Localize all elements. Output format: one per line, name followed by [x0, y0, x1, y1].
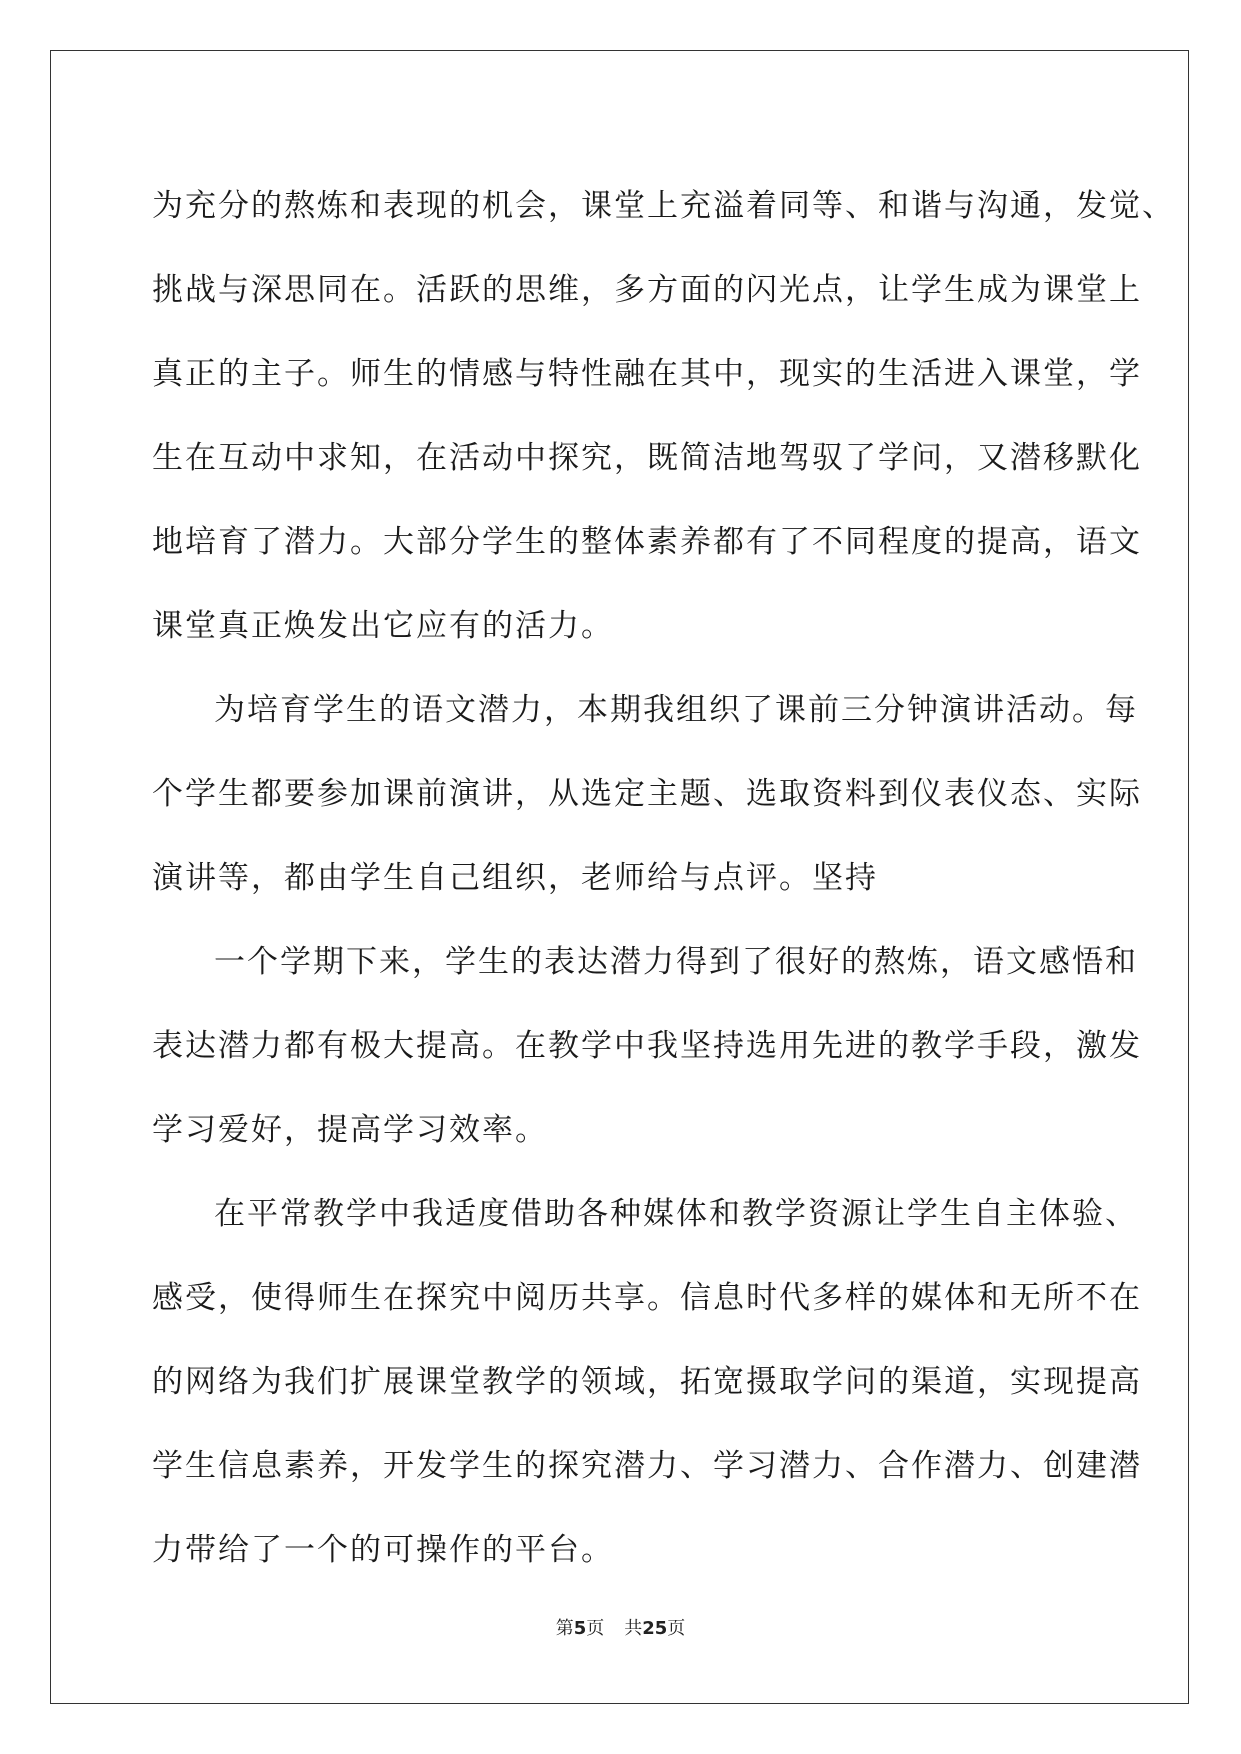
paragraph-start-line: 为培育学生的语文潜力，本期我组织了课前三分钟演讲活动。每	[214, 692, 1138, 728]
text-line: 表达潜力都有极大提高。在教学中我坚持选用先进的教学手段，激发	[152, 1028, 1142, 1064]
text-line: 学习爱好，提高学习效率。	[152, 1112, 548, 1148]
text-line: 课堂真正焕发出它应有的活力。	[152, 608, 614, 644]
page-prefix: 第	[555, 1618, 574, 1639]
paragraph-start-line: 一个学期下来，学生的表达潜力得到了很好的熬炼，语文感悟和	[214, 944, 1138, 980]
text-line: 真正的主子。师生的情感与特性融在其中，现实的生活进入课堂，学	[152, 356, 1142, 392]
page-number: 5	[573, 1618, 587, 1639]
text-line: 演讲等，都由学生自己组织，老师给与点评。坚持	[152, 860, 878, 896]
text-line: 为充分的熬炼和表现的机会，课堂上充溢着同等、和谐与沟通，发觉、	[152, 188, 1175, 224]
text-line: 的网络为我们扩展课堂教学的领域，拓宽摄取学问的渠道，实现提高	[152, 1364, 1142, 1400]
total-suffix: 页	[667, 1618, 686, 1639]
document-body	[152, 164, 1175, 1592]
text-line: 力带给了一个的可操作的平台。	[152, 1532, 614, 1568]
paragraph-start-line: 在平常教学中我适度借助各种媒体和教学资源让学生自主体验、	[214, 1196, 1138, 1232]
text-line: 个学生都要参加课前演讲，从选定主题、选取资料到仪表仪态、实际	[152, 776, 1142, 812]
total-prefix: 共	[624, 1618, 643, 1639]
page-suffix: 页	[586, 1618, 605, 1639]
text-line: 生在互动中求知，在活动中探究，既简洁地驾驭了学问，又潜移默化	[152, 440, 1142, 476]
text-line: 感受，使得师生在探究中阅历共享。信息时代多样的媒体和无所不在	[152, 1280, 1142, 1316]
text-line: 地培育了潜力。大部分学生的整体素养都有了不同程度的提高，语文	[152, 524, 1142, 560]
page-footer	[0, 1614, 1241, 1640]
total-pages: 25	[642, 1618, 668, 1639]
text-line: 挑战与深思同在。活跃的思维，多方面的闪光点，让学生成为课堂上	[152, 272, 1142, 308]
text-line: 学生信息素养，开发学生的探究潜力、学习潜力、合作潜力、创建潜	[152, 1448, 1142, 1484]
